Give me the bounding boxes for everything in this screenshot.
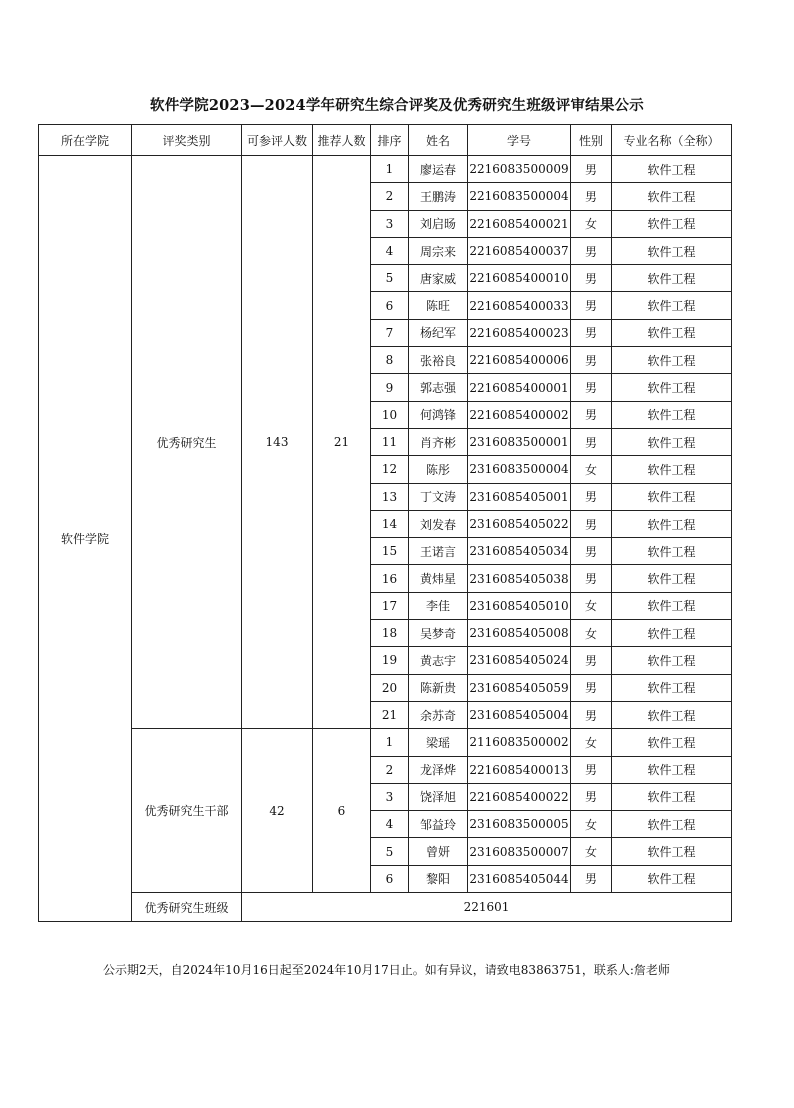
rank-cell: 18: [371, 620, 409, 647]
major-cell: 软件工程: [612, 347, 732, 374]
gender-cell: 男: [571, 865, 612, 892]
rank-cell: 3: [371, 783, 409, 810]
major-cell: 软件工程: [612, 783, 732, 810]
rank-cell: 4: [371, 237, 409, 264]
major-cell: 软件工程: [612, 565, 732, 592]
gender-cell: 男: [571, 401, 612, 428]
student-id-cell: 2216085400006: [468, 347, 571, 374]
class-award-category-cell: 优秀研究生班级: [132, 893, 242, 922]
major-cell: 软件工程: [612, 183, 732, 210]
rank-cell: 11: [371, 428, 409, 455]
name-cell: 王诺言: [409, 538, 468, 565]
major-cell: 软件工程: [612, 674, 732, 701]
name-cell: 梁瑶: [409, 729, 468, 756]
gender-cell: 女: [571, 592, 612, 619]
rank-cell: 9: [371, 374, 409, 401]
name-cell: 陈彤: [409, 456, 468, 483]
major-cell: 软件工程: [612, 865, 732, 892]
major-cell: 软件工程: [612, 210, 732, 237]
rank-cell: 8: [371, 347, 409, 374]
name-cell: 刘发春: [409, 510, 468, 537]
header-name: 姓名: [409, 125, 468, 156]
class-award-value-cell: 221601: [242, 893, 732, 922]
name-cell: 龙泽烨: [409, 756, 468, 783]
table-header-row: [39, 125, 732, 156]
gender-cell: 男: [571, 265, 612, 292]
student-id-cell: 2316085405008: [468, 620, 571, 647]
recommended-count-cell: 21: [313, 156, 371, 729]
gender-cell: 男: [571, 183, 612, 210]
rank-cell: 10: [371, 401, 409, 428]
major-cell: 软件工程: [612, 237, 732, 264]
gender-cell: 男: [571, 156, 612, 183]
results-table: [38, 124, 732, 922]
major-cell: 软件工程: [612, 428, 732, 455]
rank-cell: 16: [371, 565, 409, 592]
gender-cell: 男: [571, 374, 612, 401]
name-cell: 余苏奇: [409, 701, 468, 728]
gender-cell: 男: [571, 237, 612, 264]
rank-cell: 1: [371, 156, 409, 183]
major-cell: 软件工程: [612, 510, 732, 537]
major-cell: 软件工程: [612, 156, 732, 183]
student-id-cell: 2216083500009: [468, 156, 571, 183]
gender-cell: 男: [571, 756, 612, 783]
name-cell: 郭志强: [409, 374, 468, 401]
header-student-id: 学号: [468, 125, 571, 156]
rank-cell: 12: [371, 456, 409, 483]
student-id-cell: 2316085405034: [468, 538, 571, 565]
name-cell: 吴梦奇: [409, 620, 468, 647]
major-cell: 软件工程: [612, 647, 732, 674]
gender-cell: 男: [571, 674, 612, 701]
name-cell: 陈新贵: [409, 674, 468, 701]
rank-cell: 17: [371, 592, 409, 619]
major-cell: 软件工程: [612, 483, 732, 510]
major-cell: 软件工程: [612, 292, 732, 319]
name-cell: 黄志宇: [409, 647, 468, 674]
rank-cell: 13: [371, 483, 409, 510]
student-id-cell: 2316083500001: [468, 428, 571, 455]
major-cell: 软件工程: [612, 265, 732, 292]
name-cell: 李佳: [409, 592, 468, 619]
eligible-count-cell: 143: [242, 156, 313, 729]
major-cell: 软件工程: [612, 620, 732, 647]
header-category: 评奖类别: [132, 125, 242, 156]
rank-cell: 5: [371, 838, 409, 865]
gender-cell: 男: [571, 292, 612, 319]
gender-cell: 女: [571, 620, 612, 647]
name-cell: 杨纪军: [409, 319, 468, 346]
gender-cell: 男: [571, 701, 612, 728]
eligible-count-cell: 42: [242, 729, 313, 893]
name-cell: 唐家威: [409, 265, 468, 292]
name-cell: 丁文涛: [409, 483, 468, 510]
name-cell: 张裕良: [409, 347, 468, 374]
student-id-cell: 2216085400022: [468, 783, 571, 810]
name-cell: 邹益玲: [409, 811, 468, 838]
student-id-cell: 2316085405044: [468, 865, 571, 892]
gender-cell: 男: [571, 319, 612, 346]
major-cell: 软件工程: [612, 456, 732, 483]
major-cell: 软件工程: [612, 701, 732, 728]
rank-cell: 2: [371, 183, 409, 210]
student-id-cell: 2216085400013: [468, 756, 571, 783]
student-id-cell: 2216085400033: [468, 292, 571, 319]
rank-cell: 6: [371, 865, 409, 892]
gender-cell: 男: [571, 510, 612, 537]
rank-cell: 19: [371, 647, 409, 674]
recommended-count-cell: 6: [313, 729, 371, 893]
header-rank: 排序: [371, 125, 409, 156]
student-id-cell: 2316085405004: [468, 701, 571, 728]
name-cell: 陈旺: [409, 292, 468, 319]
major-cell: 软件工程: [612, 756, 732, 783]
header-recommended: 推荐人数: [313, 125, 371, 156]
header-major: 专业名称（全称）: [612, 125, 732, 156]
category-cell: 优秀研究生干部: [132, 729, 242, 893]
student-id-cell: 2216085400021: [468, 210, 571, 237]
gender-cell: 女: [571, 456, 612, 483]
major-cell: 软件工程: [612, 538, 732, 565]
gender-cell: 男: [571, 538, 612, 565]
major-cell: 软件工程: [612, 838, 732, 865]
major-cell: 软件工程: [612, 319, 732, 346]
rank-cell: 15: [371, 538, 409, 565]
major-cell: 软件工程: [612, 374, 732, 401]
student-id-cell: 2316083500007: [468, 838, 571, 865]
major-cell: 软件工程: [612, 729, 732, 756]
rank-cell: 20: [371, 674, 409, 701]
major-cell: 软件工程: [612, 401, 732, 428]
college-cell: 软件学院: [39, 156, 132, 922]
rank-cell: 7: [371, 319, 409, 346]
name-cell: 饶泽旭: [409, 783, 468, 810]
name-cell: 曾妍: [409, 838, 468, 865]
name-cell: 黎阳: [409, 865, 468, 892]
student-id-cell: 2216085400023: [468, 319, 571, 346]
student-id-cell: 2216083500004: [468, 183, 571, 210]
student-id-cell: 2316085405022: [468, 510, 571, 537]
major-cell: 软件工程: [612, 811, 732, 838]
student-id-cell: 2216085400002: [468, 401, 571, 428]
student-id-cell: 2216085400037: [468, 237, 571, 264]
gender-cell: 女: [571, 210, 612, 237]
rank-cell: 5: [371, 265, 409, 292]
student-id-cell: 2316085405001: [468, 483, 571, 510]
rank-cell: 1: [371, 729, 409, 756]
student-id-cell: 2216085400010: [468, 265, 571, 292]
header-eligible: 可参评人数: [242, 125, 313, 156]
rank-cell: 14: [371, 510, 409, 537]
name-cell: 刘启旸: [409, 210, 468, 237]
table-body: [39, 156, 732, 922]
gender-cell: 男: [571, 565, 612, 592]
gender-cell: 女: [571, 838, 612, 865]
rank-cell: 21: [371, 701, 409, 728]
gender-cell: 男: [571, 483, 612, 510]
rank-cell: 3: [371, 210, 409, 237]
gender-cell: 女: [571, 729, 612, 756]
student-id-cell: 2316083500005: [468, 811, 571, 838]
category-cell: 优秀研究生: [132, 156, 242, 729]
student-id-cell: 2316085405010: [468, 592, 571, 619]
gender-cell: 男: [571, 347, 612, 374]
gender-cell: 男: [571, 647, 612, 674]
header-college: 所在学院: [39, 125, 132, 156]
student-id-cell: 2316085405038: [468, 565, 571, 592]
gender-cell: 男: [571, 783, 612, 810]
name-cell: 黄炜星: [409, 565, 468, 592]
rank-cell: 4: [371, 811, 409, 838]
major-cell: 软件工程: [612, 592, 732, 619]
name-cell: 何鸿锋: [409, 401, 468, 428]
name-cell: 肖齐彬: [409, 428, 468, 455]
page-title: 软件学院2023—2024学年研究生综合评奖及优秀研究生班级评审结果公示: [150, 97, 644, 114]
student-id-cell: 2316085405059: [468, 674, 571, 701]
table-row: [39, 729, 732, 756]
student-id-cell: 2116083500002: [468, 729, 571, 756]
name-cell: 王鹏涛: [409, 183, 468, 210]
name-cell: 廖运春: [409, 156, 468, 183]
table-row: [39, 156, 732, 183]
rank-cell: 2: [371, 756, 409, 783]
student-id-cell: 2216085400001: [468, 374, 571, 401]
name-cell: 周宗来: [409, 237, 468, 264]
class-award-row: [39, 893, 732, 922]
header-gender: 性别: [571, 125, 612, 156]
notice-text: 公示期2天，自2024年10月16日起至2024年10月17日止。如有异议，请致电83863751，联系人:詹老师: [103, 963, 670, 977]
rank-cell: 6: [371, 292, 409, 319]
gender-cell: 男: [571, 428, 612, 455]
gender-cell: 女: [571, 811, 612, 838]
student-id-cell: 2316085405024: [468, 647, 571, 674]
student-id-cell: 2316083500004: [468, 456, 571, 483]
